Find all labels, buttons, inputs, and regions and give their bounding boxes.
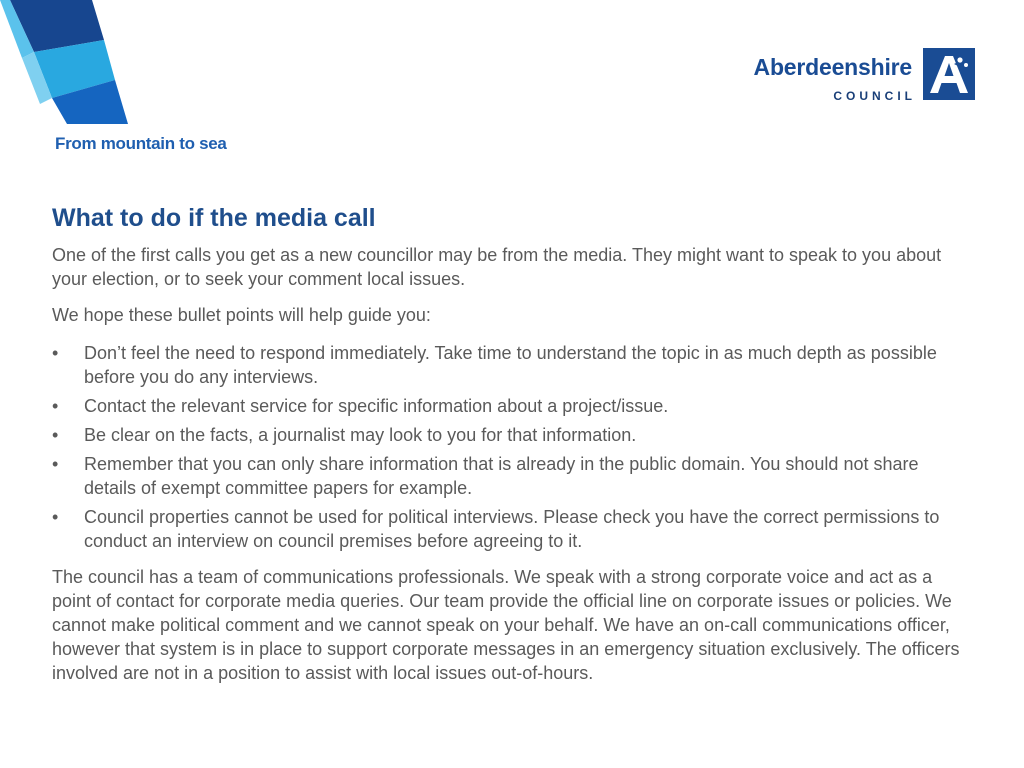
bullet-item xyxy=(52,341,967,389)
logo-wordmark xyxy=(724,54,916,104)
page-title: What to do if the media call xyxy=(52,204,376,232)
bullet-text: Be clear on the facts, a journalist may look to you for that information. xyxy=(84,425,637,445)
bullet-item xyxy=(52,452,967,500)
bullet-text: Remember that you can only share information that is already in the public domain. You should not share details of exempt committee papers for example. xyxy=(84,454,919,498)
council-logo xyxy=(724,48,976,104)
bullet-point-icon: • xyxy=(52,343,59,363)
bullet-text: Don’t feel the need to respond immediately. Take time to understand the topic in as much depth as possible before you do any interviews. xyxy=(84,343,937,387)
brand-corner-graphic xyxy=(0,0,140,130)
bullet-item xyxy=(52,505,967,553)
page-content xyxy=(52,203,967,685)
logo-council: COUNCIL xyxy=(833,89,916,103)
intro-paragraph: One of the first calls you get as a new councillor may be from the media. They might want to speak to you about your election, or to seek your comment local issues. xyxy=(52,245,942,289)
bullet-text: Council properties cannot be used for political interviews. Please check you have the correct permissions to conduct an interview on council premises before agreeing to it. xyxy=(84,507,940,551)
guidance-bullet-list xyxy=(52,341,967,553)
bullet-point-icon: • xyxy=(52,454,59,474)
bullet-item xyxy=(52,423,967,447)
aberdeenshire-a-icon xyxy=(923,48,975,100)
logo-name: Aberdeenshire xyxy=(753,54,912,80)
bullet-text: Contact the relevant service for specific information about a project/issue. xyxy=(84,396,669,416)
guide-paragraph: We hope these bullet points will help guide you: xyxy=(52,305,431,325)
closing-paragraph: The council has a team of communications professionals. We speak with a strong corporate voice and act as a point of contact for corporate media queries. Our team provide the official line on corporate issues or policies. We cannot make political comment and we cannot speak on your behalf. We have an on-call communications officer, however that system is in place to support corporate messages in an emergency situation exclusively. The officers involved are not in a position to assist with local issues out-of-hours. xyxy=(52,567,960,683)
bullet-item xyxy=(52,394,967,418)
brand-tagline: From mountain to sea xyxy=(55,134,227,153)
bullet-point-icon: • xyxy=(52,507,59,527)
bullet-point-icon: • xyxy=(52,396,59,416)
bullet-point-icon: • xyxy=(52,425,59,445)
